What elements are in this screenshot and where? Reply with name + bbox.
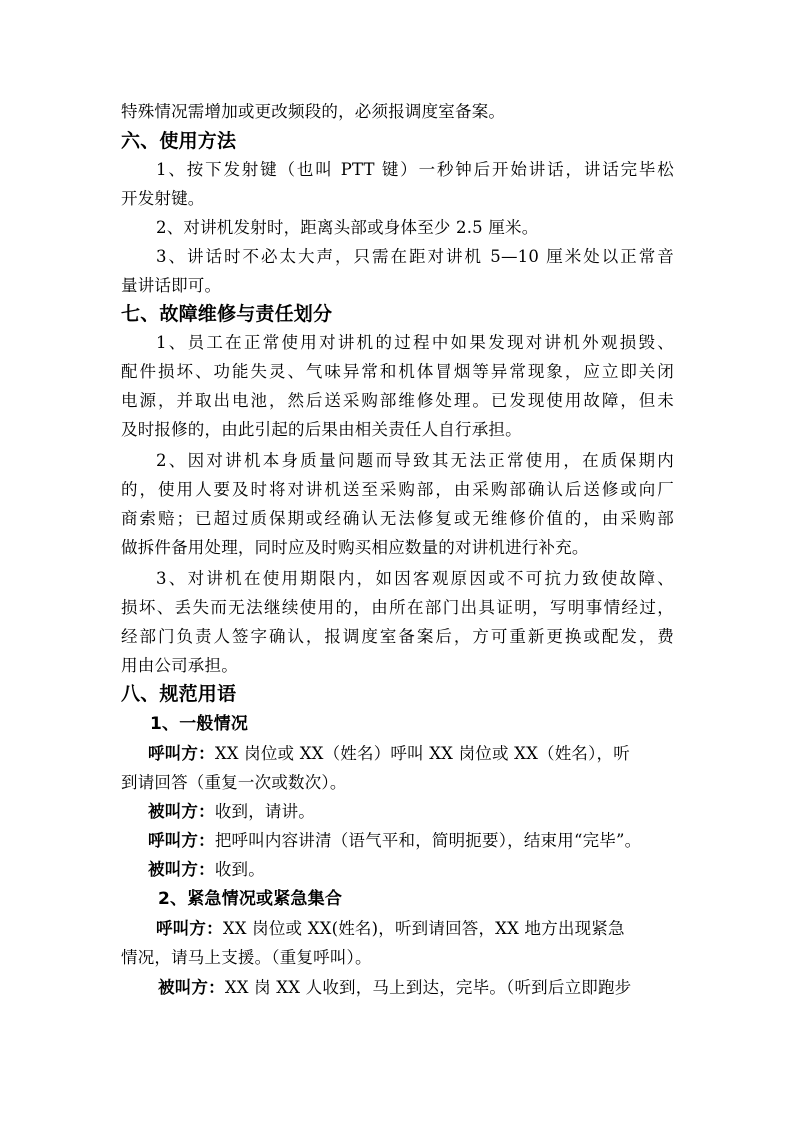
paragraph-line: 1、员工在正常使用对讲机的过程中如果发现对讲机外观损毁、 — [156, 333, 674, 352]
paragraph-line: 损坏、丢失而无法继续使用的，由所在部门出具证明，写明事情经过， — [121, 598, 674, 617]
paragraph-line: 到请回答（重复一次或数次）。 — [121, 773, 347, 792]
dialogue-text: XX 岗位或 XX（姓名）呼叫 XX 岗位或 XX（姓名），听 — [214, 744, 630, 763]
dialogue-line — [158, 978, 674, 998]
paragraph-line: 及时报修的，由此引起的后果由相关责任人自行承担。 — [121, 420, 522, 439]
subheading-emergency: 2、紧急情况或紧急集合 — [158, 889, 343, 909]
paragraph-line: 2、因对讲机本身质量问题而导致其无法正常使用，在质保期内 — [156, 451, 674, 470]
dialogue-line — [148, 860, 701, 880]
dialogue-text: XX 岗位或 XX(姓名)，听到请回答，XX 地方出现紧急 — [222, 919, 625, 938]
paragraph-line: 量讲话即可。 — [121, 276, 222, 295]
dialogue-text: 把呼叫内容讲清（语气平和，简明扼要），结束用“完毕”。 — [214, 831, 642, 850]
section-heading-7: 七、故障维修与责任划分 — [121, 303, 333, 325]
paragraph-line: 配件损坏、功能失灵、气味异常和机体冒烟等异常现象，应立即关闭 — [121, 362, 674, 381]
section-heading-6: 六、使用方法 — [121, 130, 237, 152]
dialogue-line — [156, 919, 674, 939]
dialogue-text: 收到，请讲。 — [214, 802, 316, 821]
paragraph-line: 经部门负责人签字确认，报调度室备案后，方可重新更换或配发，费 — [121, 627, 674, 646]
paragraph-line: 开发射键。 — [121, 189, 205, 208]
subheading-general: 1、一般情况 — [150, 714, 249, 734]
speaker-callee: 被叫方： — [158, 978, 225, 997]
speaker-caller: 呼叫方： — [156, 919, 223, 938]
dialogue-line — [148, 831, 674, 851]
dialogue-line — [148, 802, 701, 822]
paragraph-line: 3、对讲机在使用期限内，如因客观原因或不可抗力致使故障、 — [156, 569, 674, 588]
speaker-callee: 被叫方： — [148, 860, 215, 879]
paragraph-line: 特殊情况需增加或更改频段的，必须报调度室备案。 — [121, 102, 506, 121]
paragraph-line: 2、对讲机发射时，距离头部或身体至少 2.5 厘米。 — [156, 218, 539, 237]
dialogue-text: XX 岗 XX 人收到，马上到达，完毕。（听到后立即跑步 — [224, 978, 632, 997]
paragraph-line: 用由公司承担。 — [121, 656, 238, 675]
paragraph-line: 的，使用人要及时将对讲机送至采购部，由采购部确认后送修或向厂 — [121, 480, 674, 499]
paragraph-line: 商索赔；已超过质保期或经确认无法修复或无维修价值的，由采购部 — [121, 509, 674, 528]
paragraph-line: 1、按下发射键（也叫 PTT 键）一秒钟后开始讲话，讲话完毕松 — [156, 160, 674, 179]
paragraph-line: 电源，并取出电池，然后送采购部维修处理。已发现使用故障，但未 — [121, 391, 674, 410]
paragraph-line: 做拆件备用处理，同时应及时购买相应数量的对讲机进行补充。 — [121, 538, 589, 557]
section-heading-8: 八、规范用语 — [121, 683, 237, 705]
dialogue-line — [148, 744, 674, 764]
speaker-caller: 呼叫方： — [148, 744, 215, 763]
speaker-caller: 呼叫方： — [148, 831, 215, 850]
speaker-callee: 被叫方： — [148, 802, 215, 821]
dialogue-text: 收到。 — [214, 860, 265, 879]
paragraph-line: 情况，请马上支援。（重复呼叫）。 — [121, 948, 372, 967]
paragraph-line: 3、讲话时不必太大声，只需在距对讲机 5—10 厘米处以正常音 — [156, 247, 674, 266]
